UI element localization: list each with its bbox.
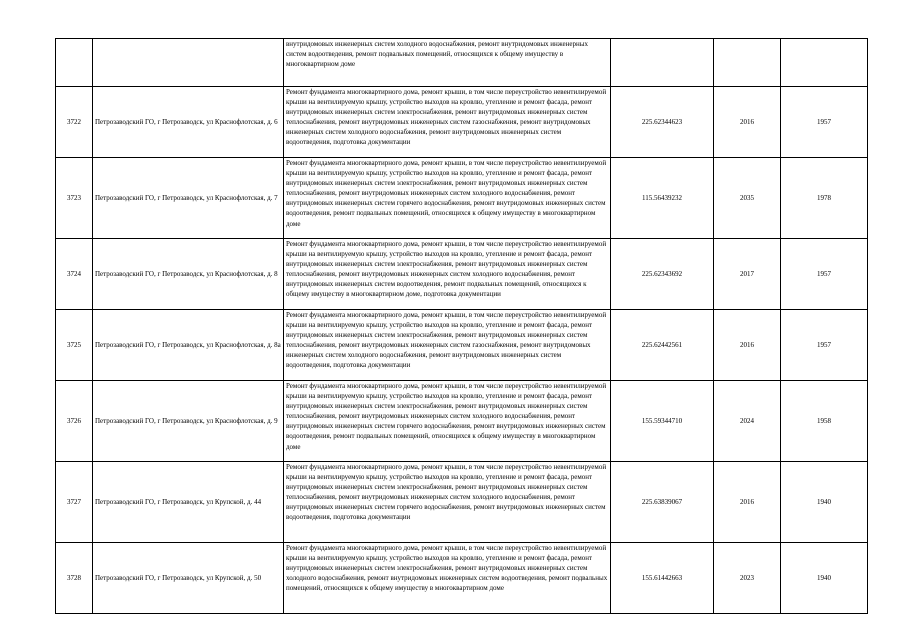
table-row	[56, 462, 868, 543]
plan-year-cell: 2017	[714, 239, 781, 310]
works-cell: Ремонт фундамента многоквартирного дома, ремонт крыши, в том числе переустройство невентилируемой крыши на вентилируемую крышу, устройство выходов на кровлю, утепление и ремонт фасада, ремонт внутридомовых инженерных систем электроснабжения, ремонт внутридомовых инженерных систем теплоснабжения, ремонт внутридомовых инженерных систем газоснабжения, ремонт внутридомовых инженерных систем холодного водоснабжения, ремонт внутридомовых инженерных систем водоотведения, подготовка документации	[284, 310, 611, 381]
build-year-cell: 1978	[781, 158, 868, 239]
build-year-cell: 1940	[781, 543, 868, 614]
build-year-cell: 1958	[781, 381, 868, 462]
area-cell: 155.61442663	[611, 543, 714, 614]
address-cell: Петрозаводский ГО, г Петрозаводск, ул Крупской, д. 50	[93, 543, 284, 614]
row-number-cell: 3724	[56, 239, 93, 310]
plan-year-cell: 2016	[714, 87, 781, 158]
table-row	[56, 310, 868, 381]
works-cell: Ремонт фундамента многоквартирного дома, ремонт крыши, в том числе переустройство невентилируемой крыши на вентилируемую крышу, устройство выходов на кровлю, утепление и ремонт фасада, ремонт внутридомовых инженерных систем электроснабжения, ремонт внутридомовых инженерных систем холодного водоснабжения, ремонт внутридомовых инженерных систем водоотведения, ремонт подвальных помещений, относящихся к общему имуществу в многоквартирном доме	[284, 543, 611, 614]
area-cell: 225.62343692	[611, 239, 714, 310]
row-number-cell	[56, 39, 93, 87]
plan-year-cell: 2023	[714, 543, 781, 614]
build-year-cell: 1957	[781, 310, 868, 381]
works-cell: внутридомовых инженерных систем холодного водоснабжения, ремонт внутридомовых инженерных систем водоотведения, ремонт подвальных помещений, относящихся к общему имуществу в многоквартирном доме	[284, 39, 611, 87]
address-cell	[93, 39, 284, 87]
address-cell: Петрозаводский ГО, г Петрозаводск, ул Краснофлотская, д. 6	[93, 87, 284, 158]
works-cell: Ремонт фундамента многоквартирного дома, ремонт крыши, в том числе переустройство невентилируемой крыши на вентилируемую крышу, устройство выходов на кровлю, утепление и ремонт фасада, ремонт внутридомовых инженерных систем электроснабжения, ремонт внутридомовых инженерных систем теплоснабжения, ремонт внутридомовых инженерных систем холодного водоснабжения, ремонт внутридомовых инженерных систем горячего водоснабжения, ремонт внутридомовых инженерных систем водоотведения, ремонт подвальных помещений, относящихся к общему имуществу в многоквартирном доме	[284, 158, 611, 239]
address-cell: Петрозаводский ГО, г Петрозаводск, ул Краснофлотская, д. 9	[93, 381, 284, 462]
row-number-cell: 3723	[56, 158, 93, 239]
register-table	[55, 38, 868, 614]
row-number-cell: 3725	[56, 310, 93, 381]
table-row	[56, 239, 868, 310]
plan-year-cell: 2016	[714, 310, 781, 381]
works-cell: Ремонт фундамента многоквартирного дома, ремонт крыши, в том числе переустройство невентилируемой крыши на вентилируемую крышу, устройство выходов на кровлю, утепление и ремонт фасада, ремонт внутридомовых инженерных систем электроснабжения, ремонт внутридомовых инженерных систем теплоснабжения, ремонт внутридомовых инженерных систем холодного водоснабжения, ремонт внутридомовых инженерных систем водоотведения, ремонт подвальных помещений, относящихся к общему имуществу в многоквартирном доме, подготовка документации	[284, 239, 611, 310]
table-row	[56, 381, 868, 462]
works-cell: Ремонт фундамента многоквартирного дома, ремонт крыши, в том числе переустройство невентилируемой крыши на вентилируемую крышу, устройство выходов на кровлю, утепление и ремонт фасада, ремонт внутридомовых инженерных систем электроснабжения, ремонт внутридомовых инженерных систем теплоснабжения, ремонт внутридомовых инженерных систем газоснабжения, ремонт внутридомовых инженерных систем холодного водоснабжения, ремонт внутридомовых инженерных систем водоотведения, подготовка документации	[284, 87, 611, 158]
plan-year-cell: 2016	[714, 462, 781, 543]
address-cell: Петрозаводский ГО, г Петрозаводск, ул Крупской, д. 44	[93, 462, 284, 543]
table-row	[56, 158, 868, 239]
table-row	[56, 87, 868, 158]
works-cell: Ремонт фундамента многоквартирного дома, ремонт крыши, в том числе переустройство невентилируемой крыши на вентилируемую крышу, устройство выходов на кровлю, утепление и ремонт фасада, ремонт внутридомовых инженерных систем электроснабжения, ремонт внутридомовых инженерных систем теплоснабжения, ремонт внутридомовых инженерных систем холодного водоснабжения, ремонт внутридомовых инженерных систем горячего водоснабжения, ремонт внутридомовых инженерных систем водоотведения, ремонт подвальных помещений, относящихся к общему имуществу в многоквартирном доме	[284, 381, 611, 462]
address-cell: Петрозаводский ГО, г Петрозаводск, ул Краснофлотская, д. 8	[93, 239, 284, 310]
area-cell	[611, 39, 714, 87]
area-cell: 225.63839067	[611, 462, 714, 543]
plan-year-cell: 2035	[714, 158, 781, 239]
area-cell: 155.59344710	[611, 381, 714, 462]
works-cell: Ремонт фундамента многоквартирного дома, ремонт крыши, в том числе переустройство невентилируемой крыши на вентилируемую крышу, устройство выходов на кровлю, утепление и ремонт фасада, ремонт внутридомовых инженерных систем электроснабжения, ремонт внутридомовых инженерных систем теплоснабжения, ремонт внутридомовых инженерных систем холодного водоснабжения, ремонт внутридомовых инженерных систем горячего водоснабжения, ремонт внутридомовых инженерных систем водоотведения, подготовка документации	[284, 462, 611, 543]
plan-year-cell	[714, 39, 781, 87]
address-cell: Петрозаводский ГО, г Петрозаводск, ул Краснофлотская, д. 7	[93, 158, 284, 239]
build-year-cell: 1957	[781, 87, 868, 158]
build-year-cell	[781, 39, 868, 87]
area-cell: 225.62344623	[611, 87, 714, 158]
row-number-cell: 3727	[56, 462, 93, 543]
area-cell: 225.62442561	[611, 310, 714, 381]
build-year-cell: 1940	[781, 462, 868, 543]
row-number-cell: 3726	[56, 381, 93, 462]
build-year-cell: 1957	[781, 239, 868, 310]
table-row	[56, 543, 868, 614]
table-row	[56, 39, 868, 87]
plan-year-cell: 2024	[714, 381, 781, 462]
row-number-cell: 3722	[56, 87, 93, 158]
row-number-cell: 3728	[56, 543, 93, 614]
area-cell: 115.56439232	[611, 158, 714, 239]
address-cell: Петрозаводский ГО, г Петрозаводск, ул Краснофлотская, д. 8а	[93, 310, 284, 381]
